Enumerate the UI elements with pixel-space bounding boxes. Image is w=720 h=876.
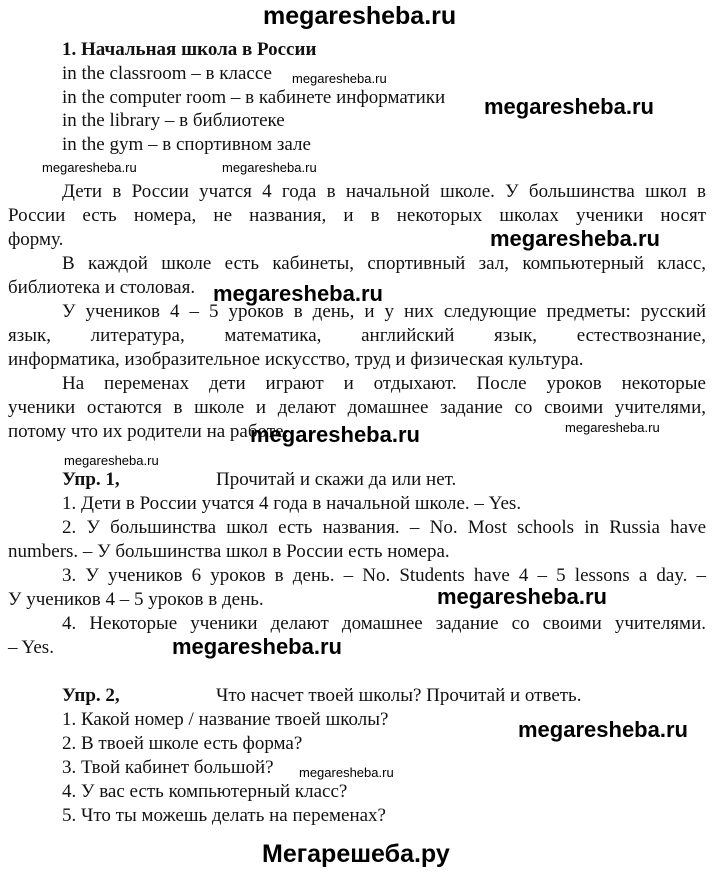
exercise-line: 2. В твоей школе есть форма? bbox=[62, 733, 303, 754]
watermark-large: megaresheba.ru bbox=[518, 717, 688, 742]
paragraph-line: форму. bbox=[8, 229, 64, 250]
watermark-small: megaresheba.ru bbox=[64, 453, 159, 468]
exercise-line: 2. У большинства школ есть названия. – No. Most schools in Russia have bbox=[62, 517, 706, 538]
watermark-large: megaresheba.ru bbox=[484, 94, 654, 119]
paragraph-line: язык, литература, математика, английский язык, естествознание, bbox=[8, 325, 706, 346]
section-title: 1. Начальная школа в России bbox=[62, 39, 317, 60]
vocab-line: in the computer room – в кабинете информатики bbox=[62, 87, 446, 108]
exercise-line: 3. У учеников 6 уроков в день. – No. Students have 4 – 5 lessons a day. – bbox=[62, 565, 706, 586]
exercise-line: 1. Дети в России учатся 4 года в начальной школе. – Yes. bbox=[62, 493, 522, 514]
site-header: megaresheba.ru bbox=[263, 2, 457, 30]
exercise-line: 3. Твой кабинет большой? bbox=[62, 757, 274, 778]
exercise-line: 5. Что ты можешь делать на переменах? bbox=[62, 805, 386, 826]
exercise-2-label: Упр. 2, bbox=[62, 685, 120, 706]
exercise-line: 4. У вас есть компьютерный класс? bbox=[62, 781, 348, 802]
watermark-small: megaresheba.ru bbox=[299, 765, 394, 780]
watermark-large: megaresheba.ru bbox=[172, 634, 342, 659]
exercise-1-task: Прочитай и скажи да или нет. bbox=[216, 469, 457, 490]
watermark-large: megaresheba.ru bbox=[213, 281, 383, 306]
site-footer: Мегарешеба.ру bbox=[262, 840, 450, 868]
watermark-small: megaresheba.ru bbox=[565, 420, 660, 435]
watermark-large: megaresheba.ru bbox=[490, 226, 660, 251]
watermark-large: megaresheba.ru bbox=[437, 584, 607, 609]
paragraph-line: У учеников 4 – 5 уроков в день, и у них следующие предметы: русский bbox=[62, 301, 706, 322]
paragraph-line: потому что их родители на работе. bbox=[8, 421, 289, 442]
exercise-2-task: Что насчет твоей школы? Прочитай и ответь. bbox=[216, 685, 582, 706]
watermark-large: megaresheba.ru bbox=[250, 422, 420, 447]
paragraph-line: Дети в России учатся 4 года в начальной школе. У большинства школ в bbox=[62, 181, 706, 202]
paragraph-line: В каждой школе есть кабинеты, спортивный зал, компьютерный класс, bbox=[62, 253, 706, 274]
paragraph-line: информатика, изобразительное искусство, труд и физическая культура. bbox=[8, 349, 584, 370]
paragraph-line: На переменах дети играют и отдыхают. После уроков некоторые bbox=[62, 373, 706, 394]
paragraph-line: библиотека и столовая. bbox=[8, 277, 196, 298]
exercise-line: У учеников 4 – 5 уроков в день. bbox=[8, 589, 264, 610]
paragraph-line: ученики остаются в школе и делают домашнее задание со своими учителями, bbox=[8, 397, 706, 418]
watermark-small: megaresheba.ru bbox=[292, 71, 387, 86]
watermark-small: megaresheba.ru bbox=[222, 160, 317, 175]
exercise-line: 1. Какой номер / название твоей школы? bbox=[62, 709, 389, 730]
paragraph-line: России есть номера, не названия, и в некоторых школах ученики носят bbox=[8, 205, 706, 226]
exercise-line: numbers. – У большинства школ в России есть номера. bbox=[8, 541, 450, 562]
exercise-line: 4. Некоторые ученики делают домашнее задание со своими учителями. bbox=[62, 613, 706, 634]
exercise-1-label: Упр. 1, bbox=[62, 469, 120, 490]
vocab-line: in the library – в библиотеке bbox=[62, 110, 285, 131]
watermark-small: megaresheba.ru bbox=[42, 160, 137, 175]
exercise-line: – Yes. bbox=[8, 637, 54, 658]
vocab-line: in the gym – в спортивном зале bbox=[62, 134, 311, 155]
vocab-line: in the classroom – в классе bbox=[62, 63, 272, 84]
